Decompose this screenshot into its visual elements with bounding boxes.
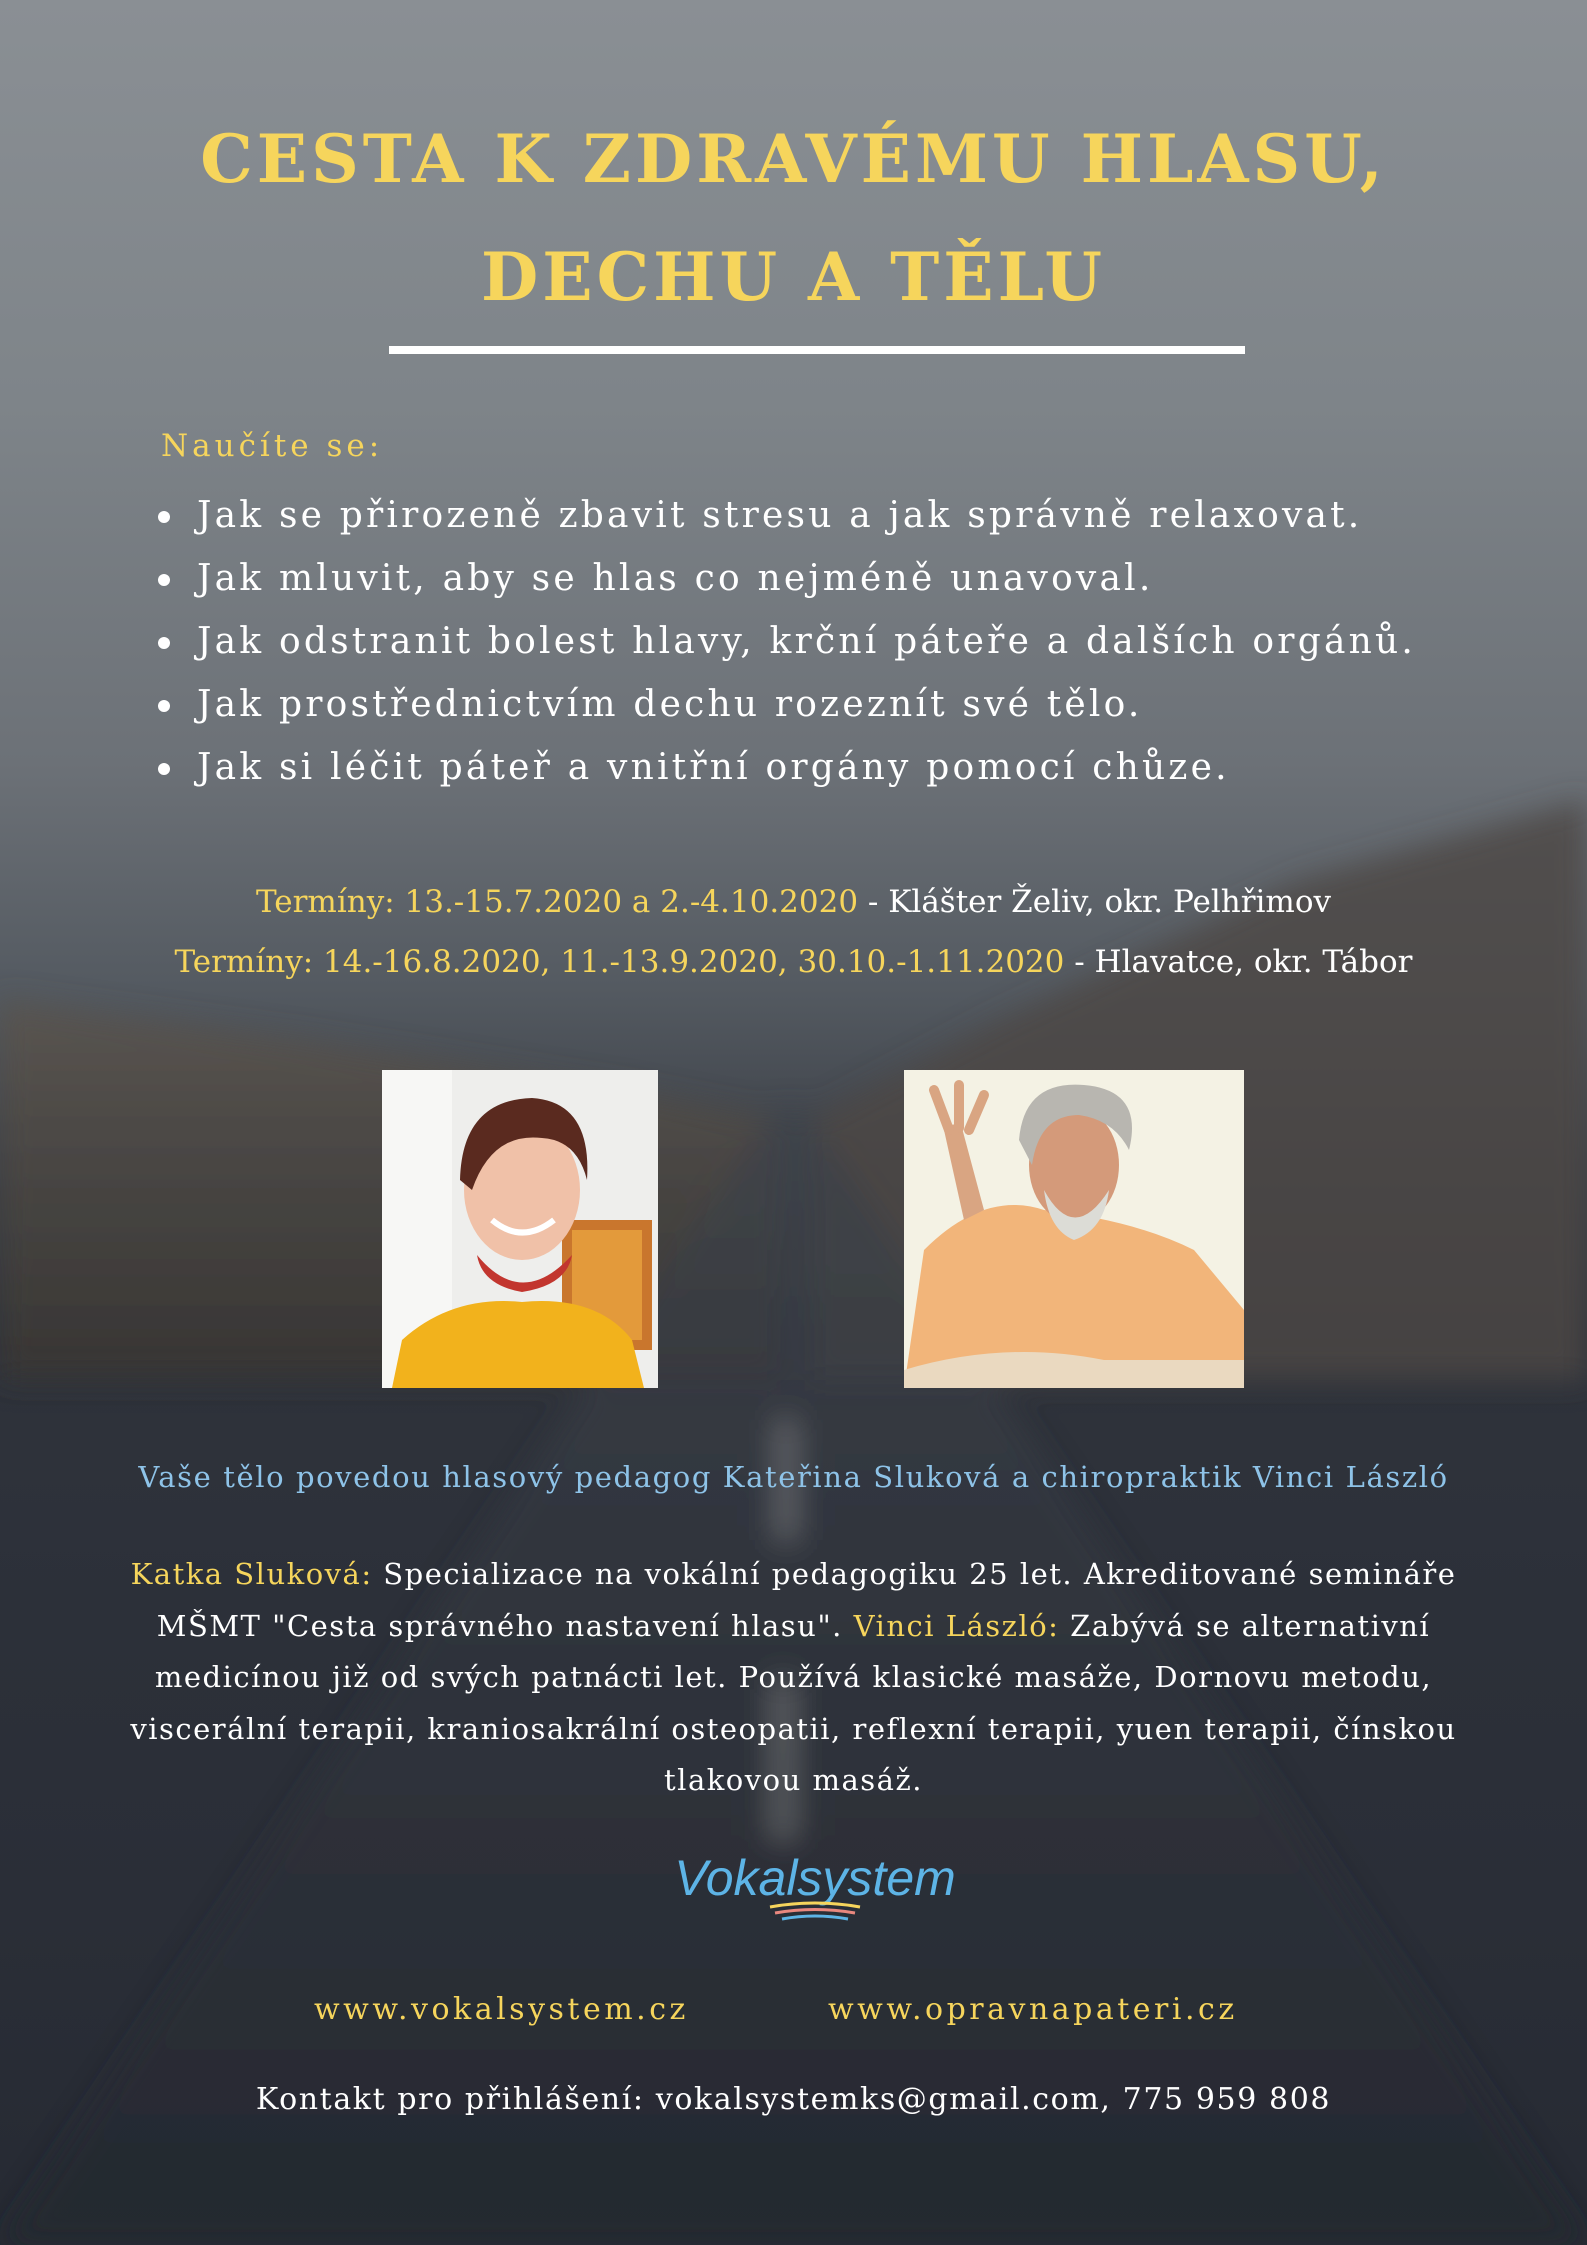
title-line-2: DECHU A TĚLU bbox=[481, 238, 1106, 316]
learn-item-text: Jak odstranit bolest hlavy, krční páteře a dalších orgánů. bbox=[197, 621, 1417, 662]
term-dates: Termíny: 13.-15.7.2020 a 2.-4.10.2020 bbox=[255, 884, 859, 920]
bullet-dot bbox=[158, 763, 170, 775]
learn-item-text: Jak mluvit, aby se hlas co nejméně unavoval. bbox=[197, 558, 1154, 599]
learn-item bbox=[150, 616, 1416, 679]
bullet-dot bbox=[158, 574, 170, 586]
bullet-dot bbox=[158, 637, 170, 649]
term-dates: Termíny: 14.-16.8.2020, 11.-13.9.2020, 30.10.-1.11.2020 bbox=[174, 944, 1065, 980]
term-place: - Hlavatce, okr. Tábor bbox=[1064, 944, 1413, 980]
photo-katerina-slukova bbox=[382, 1070, 658, 1388]
term-line-hlavatce bbox=[0, 944, 1587, 980]
bio-name-slukova: Katka Sluková: bbox=[130, 1557, 373, 1591]
learn-list bbox=[150, 490, 1416, 805]
learn-item-text: Jak prostřednictvím dechu rozeznít své tělo. bbox=[197, 684, 1143, 725]
learn-heading: Naučíte se: bbox=[161, 428, 384, 464]
learn-item bbox=[150, 490, 1416, 553]
learn-item bbox=[150, 679, 1416, 742]
learn-item-text: Jak si léčit páteř a vnitřní orgány pomocí chůze. bbox=[197, 747, 1230, 788]
learn-item-text: Jak se přirozeně zbavit stresu a jak správně relaxovat. bbox=[197, 495, 1363, 536]
instructors-lead: Vaše tělo povedou hlasový pedagog Kateřina Sluková a chiropraktik Vinci László bbox=[138, 1460, 1449, 1494]
bio-name-laszlo: Vinci László: bbox=[853, 1608, 1060, 1643]
term-line-zeliv bbox=[0, 884, 1587, 920]
vokalsystem-logo bbox=[660, 1845, 970, 1925]
instructors-bio bbox=[120, 1549, 1467, 1807]
bullet-dot bbox=[158, 511, 170, 523]
bio-text-slukova: Specializace na vokální pedagogiku 25 let. Akreditované semináře MŠMT "Cesta správného nastavení hlasu". bbox=[156, 1557, 1457, 1643]
website-link-opravnapateri[interactable]: www.opravnapateri.cz bbox=[828, 1992, 1238, 2027]
bio-text-laszlo: Zabývá se alternativní medicínou již od svých patnácti let. Používá klasické masáže, Dornovu metodu, viscerální terapii, kraniosakrální osteopatii, reflexní terapii, yuen terapii, čínskou tlakovou masáž. bbox=[130, 1608, 1457, 1797]
learn-item bbox=[150, 553, 1416, 616]
title-line-1: CESTA K ZDRAVÉMU HLASU, bbox=[200, 120, 1387, 198]
bullet-dot bbox=[158, 700, 170, 712]
title-underline bbox=[389, 346, 1245, 354]
logo-text: Vokalsystem bbox=[674, 1850, 956, 1906]
term-place: - Klášter Želiv, okr. Pelhřimov bbox=[858, 884, 1332, 920]
photo-vinci-laszlo bbox=[904, 1070, 1244, 1388]
learn-item bbox=[150, 742, 1416, 805]
website-link-vokalsystem[interactable]: www.vokalsystem.cz bbox=[314, 1992, 689, 2027]
contact-info: Kontakt pro přihlášení: vokalsystemks@gmail.com, 775 959 808 bbox=[255, 2082, 1332, 2117]
